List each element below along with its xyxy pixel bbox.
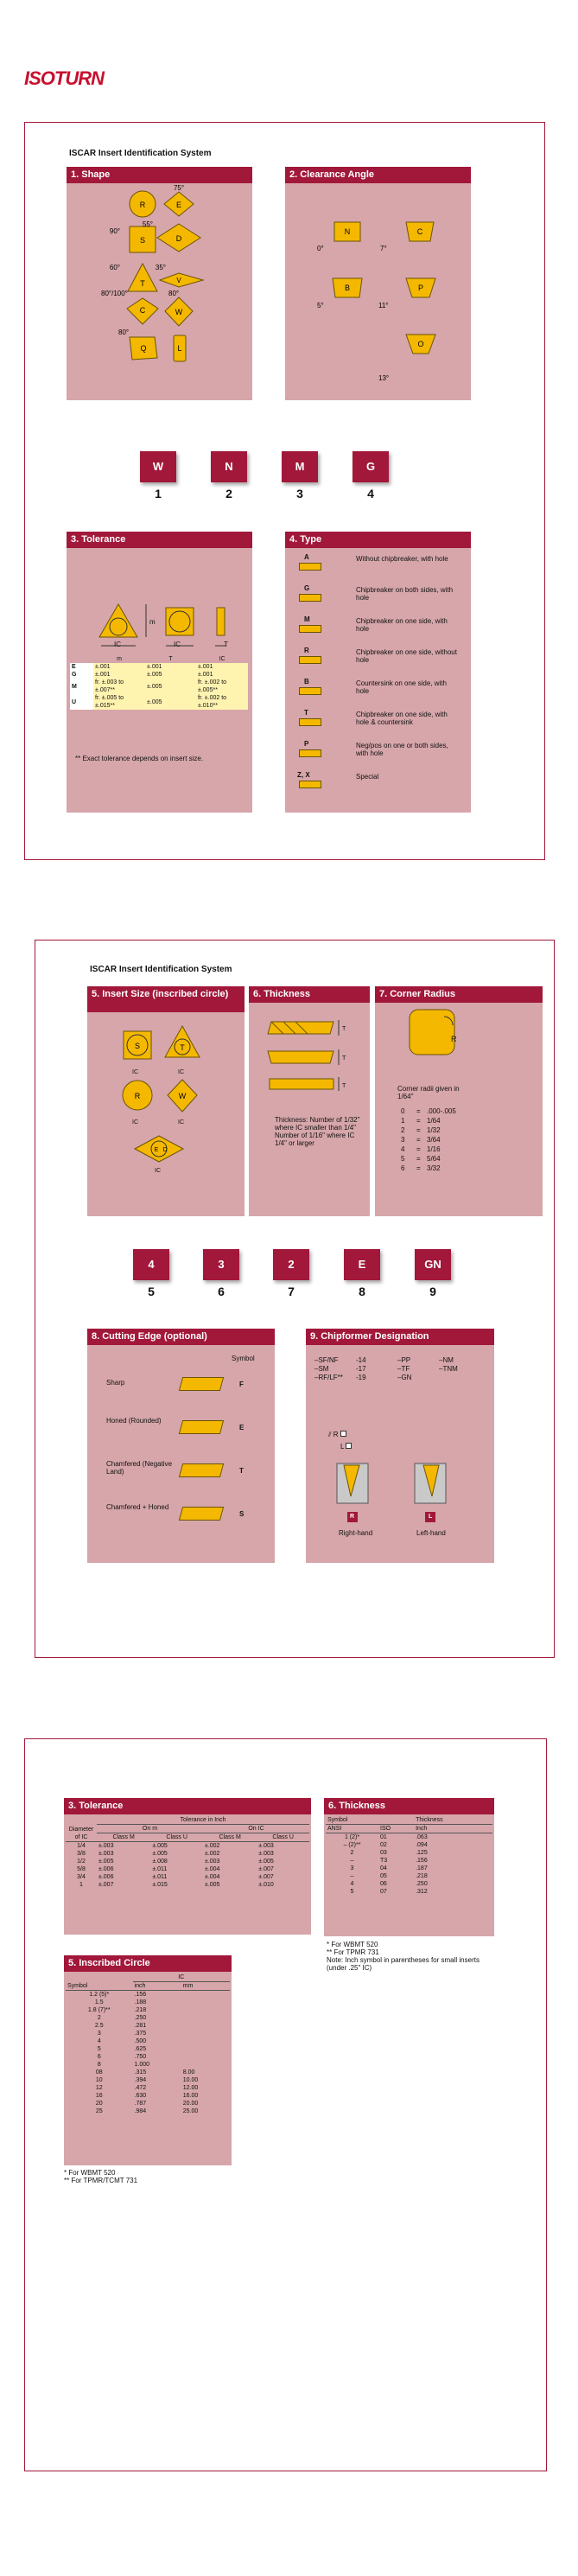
code-badge-4: 4 bbox=[133, 1249, 169, 1280]
svg-text:L: L bbox=[177, 344, 182, 353]
cutting-edge-heading: 8. Cutting Edge (optional) bbox=[87, 1329, 275, 1345]
svg-text:B: B bbox=[344, 284, 351, 292]
tolerance-inch-table bbox=[66, 1816, 309, 1889]
svg-text:W: W bbox=[178, 1092, 187, 1100]
svg-text:E: E bbox=[175, 201, 182, 209]
cutting-edge-name: Honed (Rounded) bbox=[106, 1417, 162, 1425]
tolerance-note: ** Exact tolerance depends on insert size. bbox=[75, 755, 204, 762]
table-header: ANSI bbox=[326, 1825, 378, 1833]
inscribed-circle-notes: * For WBMT 520 ** For TPMR/TCMT 731 bbox=[64, 2169, 138, 2184]
table-row: E ±.001 ±.001 ±.001 bbox=[70, 663, 248, 671]
type-desc: Neg/pos on one or both sides, with hole bbox=[356, 742, 448, 757]
list-item: 1 = 1/64 bbox=[401, 1117, 441, 1125]
page-1-title: ISCAR Insert Identification System bbox=[69, 149, 212, 158]
type-item bbox=[292, 740, 465, 769]
type-item bbox=[292, 678, 465, 707]
type-letter: G bbox=[304, 584, 310, 592]
thickness-table-panel bbox=[324, 1798, 494, 1936]
table-row: 12 .472 12.00 bbox=[95, 2085, 199, 2091]
svg-text:Q: Q bbox=[140, 344, 147, 353]
table-row: 1.5 .188 bbox=[94, 1999, 147, 2005]
thickness-notes: * For WBMT 520 ** For TPMR 731 Note: Inch symbol in parentheses for small inserts (under .25" IC) bbox=[327, 1941, 480, 1972]
type-heading: 4. Type bbox=[285, 532, 471, 548]
chipformer-code: –NM bbox=[439, 1356, 454, 1364]
table-row: 8 1.000 bbox=[97, 2062, 150, 2068]
thickness-inch-table bbox=[326, 1816, 492, 1896]
chipformer-code: –GN bbox=[397, 1374, 412, 1381]
cutting-edge-icon bbox=[179, 1377, 224, 1391]
tolerance-heading: 3. Tolerance bbox=[67, 532, 252, 548]
inscribed-circle-table bbox=[66, 1973, 230, 2115]
table-header: Class M bbox=[219, 1834, 241, 1840]
svg-text:0°: 0° bbox=[317, 245, 324, 252]
chipformer-legend-r: ⫽ R bbox=[328, 1431, 346, 1438]
chipformer-code: -14 bbox=[356, 1356, 366, 1364]
cutting-edge-name: Sharp bbox=[106, 1379, 125, 1387]
svg-text:R: R bbox=[134, 1092, 141, 1100]
table-header: Symbol bbox=[66, 1982, 133, 1991]
table-row: 25 .984 25.00 bbox=[95, 2108, 199, 2114]
chipformer-code: –SF/NF bbox=[314, 1356, 339, 1364]
tolerance-table-heading: 3. Tolerance bbox=[64, 1798, 311, 1814]
chipformer-r-badge: R bbox=[350, 1514, 355, 1520]
table-header-row bbox=[66, 1973, 230, 1982]
svg-text:O: O bbox=[417, 340, 424, 348]
table-header-row bbox=[70, 655, 248, 663]
table-row: 3/4 ±.006 ±.011 ±.004 ±.007 bbox=[77, 1874, 274, 1880]
type-insert-icon bbox=[299, 625, 321, 633]
hand-icon: ⫽ bbox=[328, 1431, 333, 1438]
table-header: On m bbox=[97, 1825, 203, 1833]
insert-size-ic-3: IC bbox=[132, 1119, 138, 1125]
shape-panel bbox=[67, 167, 252, 400]
table-row: 1.2 (5)* .156 bbox=[89, 1992, 147, 1998]
table-row: 3 .375 bbox=[97, 2031, 147, 2037]
logo-text: ISOTURN bbox=[24, 67, 104, 89]
table-row: 1.8 (7)** .218 bbox=[87, 2007, 147, 2013]
table-row: 6 .750 bbox=[97, 2054, 147, 2060]
code-badge-w: W bbox=[140, 451, 176, 482]
code-badge-e: E bbox=[344, 1249, 380, 1280]
tolerance-label-t: T bbox=[224, 641, 228, 648]
type-insert-icon bbox=[299, 718, 321, 726]
table-row: 20 .787 20.00 bbox=[95, 2101, 199, 2107]
type-letter: Z, X bbox=[297, 771, 310, 779]
type-item bbox=[292, 553, 465, 583]
code-badge-3: 3 bbox=[203, 1249, 239, 1280]
code-number-8: 8 bbox=[359, 1285, 365, 1298]
table-row: 1 ±.007 ±.015 ±.005 ±.010 bbox=[79, 1882, 274, 1888]
list-item: 0 = .000-.005 bbox=[401, 1107, 456, 1115]
svg-text:T: T bbox=[180, 1043, 185, 1052]
inscribed-circle-heading: 5. Inscribed Circle bbox=[64, 1955, 232, 1972]
table-header: Tolerance in Inch bbox=[97, 1816, 309, 1825]
type-insert-icon bbox=[299, 781, 321, 788]
code-number-3: 3 bbox=[296, 487, 303, 501]
code-number-1: 1 bbox=[155, 487, 162, 501]
chipformer-code: -17 bbox=[356, 1365, 366, 1373]
type-letter: R bbox=[304, 647, 309, 654]
type-insert-icon bbox=[299, 563, 321, 571]
cutting-edge-item bbox=[87, 1503, 275, 1538]
type-item bbox=[292, 584, 465, 614]
table-row: 5 07 .312 bbox=[350, 1889, 428, 1895]
svg-text:11°: 11° bbox=[378, 302, 389, 309]
chipformer-code: –PP bbox=[397, 1356, 411, 1364]
svg-text:7°: 7° bbox=[380, 245, 387, 252]
shape-diagram bbox=[67, 183, 252, 399]
thickness-heading: 6. Thickness bbox=[249, 986, 370, 1003]
chipformer-code: -19 bbox=[356, 1374, 366, 1381]
type-desc: Chipbreaker on one side, with hole & countersink bbox=[356, 711, 448, 726]
table-header: Diameter of IC bbox=[68, 1827, 94, 1840]
type-letter: B bbox=[304, 678, 309, 685]
cutting-edge-icon bbox=[179, 1463, 224, 1477]
corner-caption: Corner radii given in 1/64" bbox=[397, 1085, 460, 1100]
tolerance-panel bbox=[67, 532, 252, 813]
insert-size-ic-5: IC bbox=[155, 1168, 161, 1174]
type-desc: Without chipbreaker, with hole bbox=[356, 555, 448, 563]
type-letter: P bbox=[304, 740, 309, 748]
list-item: 2 = 1/32 bbox=[401, 1126, 441, 1134]
insert-size-ic-2: IC bbox=[178, 1069, 184, 1075]
svg-text:D: D bbox=[175, 234, 182, 243]
type-letter: A bbox=[304, 553, 309, 561]
cutting-edge-panel bbox=[87, 1329, 275, 1563]
table-header-row bbox=[66, 1816, 309, 1825]
table-header: m bbox=[117, 656, 122, 662]
cutting-edge-symbol: S bbox=[239, 1510, 245, 1518]
insert-size-extra-e: E bbox=[154, 1147, 159, 1153]
code-number-5: 5 bbox=[148, 1285, 155, 1298]
table-row: U fr. ±.005 to ±.015** ±.005 fr. ±.002 to ±.010** bbox=[70, 694, 248, 710]
corner-diagram bbox=[375, 1003, 543, 1063]
clearance-panel bbox=[285, 167, 471, 400]
thickness-panel bbox=[249, 986, 370, 1216]
corner-heading: 7. Corner Radius bbox=[375, 986, 543, 1003]
table-header: mm bbox=[181, 1982, 230, 1991]
table-row: 2.5 .281 bbox=[94, 2023, 147, 2029]
svg-text:C: C bbox=[139, 306, 146, 315]
table-row: 08 .315 8.00 bbox=[95, 2069, 195, 2075]
table-header: T bbox=[168, 656, 173, 662]
insert-size-panel bbox=[87, 986, 245, 1216]
cutting-edge-icon bbox=[179, 1420, 224, 1434]
code-number-9: 9 bbox=[429, 1285, 436, 1298]
insert-size-heading: 5. Insert Size (inscribed circle) bbox=[87, 986, 245, 1012]
svg-text:S: S bbox=[139, 236, 146, 245]
svg-text:N: N bbox=[344, 227, 351, 236]
corner-panel bbox=[375, 986, 543, 1216]
chipformer-diagram bbox=[306, 1457, 494, 1534]
code-badge-gn: GN bbox=[415, 1249, 451, 1280]
table-header: IC bbox=[219, 656, 225, 662]
svg-text:80°: 80° bbox=[168, 290, 180, 297]
table-header: Class U bbox=[166, 1834, 187, 1840]
type-insert-icon bbox=[299, 656, 321, 664]
table-header: Symbol bbox=[326, 1816, 414, 1825]
svg-text:5°: 5° bbox=[317, 302, 324, 309]
chipformer-heading: 9. Chipformer Designation bbox=[306, 1329, 494, 1345]
type-insert-icon bbox=[299, 594, 321, 602]
table-row: 4 06 .250 bbox=[350, 1881, 428, 1887]
chipformer-right-hand: Right-hand bbox=[339, 1529, 373, 1537]
svg-text:90°: 90° bbox=[109, 227, 120, 235]
svg-text:W: W bbox=[175, 308, 183, 316]
table-row: – (2)** 02 .094 bbox=[343, 1842, 428, 1848]
type-item bbox=[292, 647, 465, 676]
insert-size-extra-d: D bbox=[162, 1147, 168, 1153]
isoturn-logo bbox=[24, 67, 104, 90]
table-row: 10 .394 10.00 bbox=[95, 2077, 199, 2083]
table-row: 16 .630 16.00 bbox=[95, 2093, 199, 2099]
table-row: 3 04 .187 bbox=[350, 1865, 428, 1871]
table-header: inch bbox=[133, 1982, 181, 1991]
tolerance-label-m: m bbox=[149, 618, 156, 626]
thickness-label-t-1: T bbox=[342, 1026, 346, 1032]
inscribed-circle-panel bbox=[64, 1955, 232, 2165]
type-desc: Special bbox=[356, 773, 379, 781]
chipformer-legend-l: L bbox=[340, 1443, 352, 1451]
table-header: Class M bbox=[112, 1834, 135, 1840]
type-desc: Chipbreaker on both sides, with hole bbox=[356, 586, 454, 602]
table-row: 2 03 .125 bbox=[350, 1850, 428, 1856]
cutting-edge-item bbox=[87, 1374, 275, 1408]
table-header-row bbox=[326, 1816, 492, 1825]
table-header: On IC bbox=[203, 1825, 309, 1833]
table-header: ISO bbox=[378, 1825, 414, 1833]
clearance-heading: 2. Clearance Angle bbox=[285, 167, 471, 183]
list-item: 5 = 5/64 bbox=[401, 1155, 441, 1163]
cutting-edge-symbol: T bbox=[239, 1467, 244, 1475]
table-row: 1/2 ±.005 ±.008 ±.003 ±.005 bbox=[77, 1859, 274, 1865]
chipformer-left-hand: Left-hand bbox=[416, 1529, 446, 1537]
shape-heading: 1. Shape bbox=[67, 167, 252, 183]
chipformer-code: –RF/LF** bbox=[314, 1374, 343, 1381]
tolerance-table bbox=[70, 655, 248, 710]
code-badge-n: N bbox=[211, 451, 247, 482]
svg-text:13°: 13° bbox=[378, 374, 390, 382]
table-row: M fr. ±.003 to ±.007** ±.005 fr. ±.002 to ±.005** bbox=[70, 679, 248, 694]
table-header: Inch bbox=[414, 1825, 492, 1833]
thickness-table-heading: 6. Thickness bbox=[324, 1798, 494, 1814]
chipformer-code: –TNM bbox=[439, 1365, 458, 1373]
thickness-label-t-2: T bbox=[342, 1055, 346, 1062]
list-item: 6 = 3/32 bbox=[401, 1164, 441, 1172]
code-number-2: 2 bbox=[225, 487, 232, 501]
table-header: Thickness bbox=[414, 1816, 492, 1825]
svg-text:V: V bbox=[176, 277, 181, 284]
type-letter: M bbox=[304, 615, 310, 623]
table-row: 3/8 ±.003 ±.005 ±.002 ±.003 bbox=[77, 1851, 274, 1857]
cutting-edge-symbol-header: Symbol bbox=[232, 1355, 255, 1362]
thickness-label-t-3: T bbox=[342, 1083, 346, 1089]
thickness-text: Thickness: Number of 1/32" where IC smaller than 1/4" Number of 1/16" where IC 1/4" or larger bbox=[275, 1116, 360, 1147]
svg-text:T: T bbox=[140, 279, 145, 288]
code-badge-g: G bbox=[353, 451, 389, 482]
table-row: 2 .250 bbox=[97, 2015, 147, 2021]
type-item bbox=[292, 615, 465, 645]
cutting-edge-symbol: E bbox=[239, 1424, 245, 1431]
svg-text:80°: 80° bbox=[118, 328, 130, 336]
type-desc: Chipbreaker on one side, with hole bbox=[356, 617, 448, 633]
type-item bbox=[292, 709, 465, 738]
chipformer-code: –SM bbox=[314, 1365, 329, 1373]
table-header-row bbox=[66, 1825, 309, 1833]
type-panel bbox=[285, 532, 471, 813]
svg-text:80°/100°: 80°/100° bbox=[101, 290, 128, 297]
table-row: – T3 .156 bbox=[350, 1858, 428, 1864]
table-header: IC bbox=[133, 1973, 230, 1982]
cutting-edge-item bbox=[87, 1417, 275, 1451]
code-badge-2: 2 bbox=[273, 1249, 309, 1280]
chipformer-panel bbox=[306, 1329, 494, 1563]
table-row: 5/8 ±.006 ±.011 ±.004 ±.007 bbox=[77, 1866, 274, 1872]
table-row: – 05 .218 bbox=[350, 1873, 428, 1879]
cutting-edge-name: Chamfered (Negative Land) bbox=[106, 1460, 173, 1476]
shape-letter-r: R bbox=[139, 201, 146, 209]
svg-text:S: S bbox=[134, 1042, 141, 1050]
type-letter: T bbox=[304, 709, 308, 717]
svg-text:35°: 35° bbox=[155, 264, 166, 271]
corner-r-label: R bbox=[451, 1035, 457, 1043]
table-header: Class U bbox=[272, 1834, 294, 1840]
svg-text:P: P bbox=[417, 284, 424, 292]
table-row: 1/4 ±.003 ±.005 ±.002 ±.003 bbox=[77, 1843, 274, 1849]
cutting-edge-icon bbox=[179, 1507, 224, 1521]
chipformer-code: –TF bbox=[397, 1365, 410, 1373]
tolerance-table-panel bbox=[64, 1798, 311, 1935]
insert-size-ic-4: IC bbox=[178, 1119, 184, 1125]
thickness-diagram bbox=[249, 1003, 370, 1098]
cutting-edge-symbol: F bbox=[239, 1380, 244, 1388]
list-item: 4 = 1/16 bbox=[401, 1145, 441, 1153]
table-row: 5 .625 bbox=[97, 2046, 147, 2052]
svg-text:C: C bbox=[416, 227, 423, 236]
clearance-diagram bbox=[285, 183, 471, 399]
code-badge-m: M bbox=[282, 451, 318, 482]
type-desc: Countersink on one side, with hole bbox=[356, 679, 447, 695]
page-2-title: ISCAR Insert Identification System bbox=[90, 965, 232, 974]
insert-size-diagram bbox=[87, 1012, 245, 1211]
type-desc: Chipbreaker on one side, without hole bbox=[356, 648, 457, 664]
cutting-edge-name: Chamfered + Honed bbox=[106, 1503, 169, 1511]
svg-text:75°: 75° bbox=[173, 184, 185, 192]
cutting-edge-item bbox=[87, 1460, 275, 1495]
code-number-7: 7 bbox=[288, 1285, 295, 1298]
type-insert-icon bbox=[299, 749, 321, 757]
table-row: 4 .500 bbox=[97, 2038, 147, 2044]
type-item bbox=[292, 771, 465, 800]
table-header-row bbox=[326, 1825, 492, 1833]
insert-size-ic-1: IC bbox=[132, 1069, 138, 1075]
code-number-4: 4 bbox=[367, 487, 374, 501]
tolerance-label-ic-1: IC bbox=[114, 641, 121, 648]
list-item: 3 = 3/64 bbox=[401, 1136, 441, 1144]
table-row: G ±.001 ±.005 ±.001 bbox=[70, 671, 248, 679]
tolerance-label-ic-2: IC bbox=[174, 641, 181, 648]
table-header-row bbox=[66, 1982, 230, 1991]
table-header-row bbox=[66, 1833, 309, 1842]
chipformer-l-badge: L bbox=[429, 1514, 433, 1520]
code-number-6: 6 bbox=[218, 1285, 225, 1298]
table-row: 1 (2)* 01 .063 bbox=[344, 1834, 428, 1840]
svg-text:55°: 55° bbox=[142, 220, 153, 228]
type-insert-icon bbox=[299, 687, 321, 695]
svg-text:60°: 60° bbox=[109, 264, 120, 271]
